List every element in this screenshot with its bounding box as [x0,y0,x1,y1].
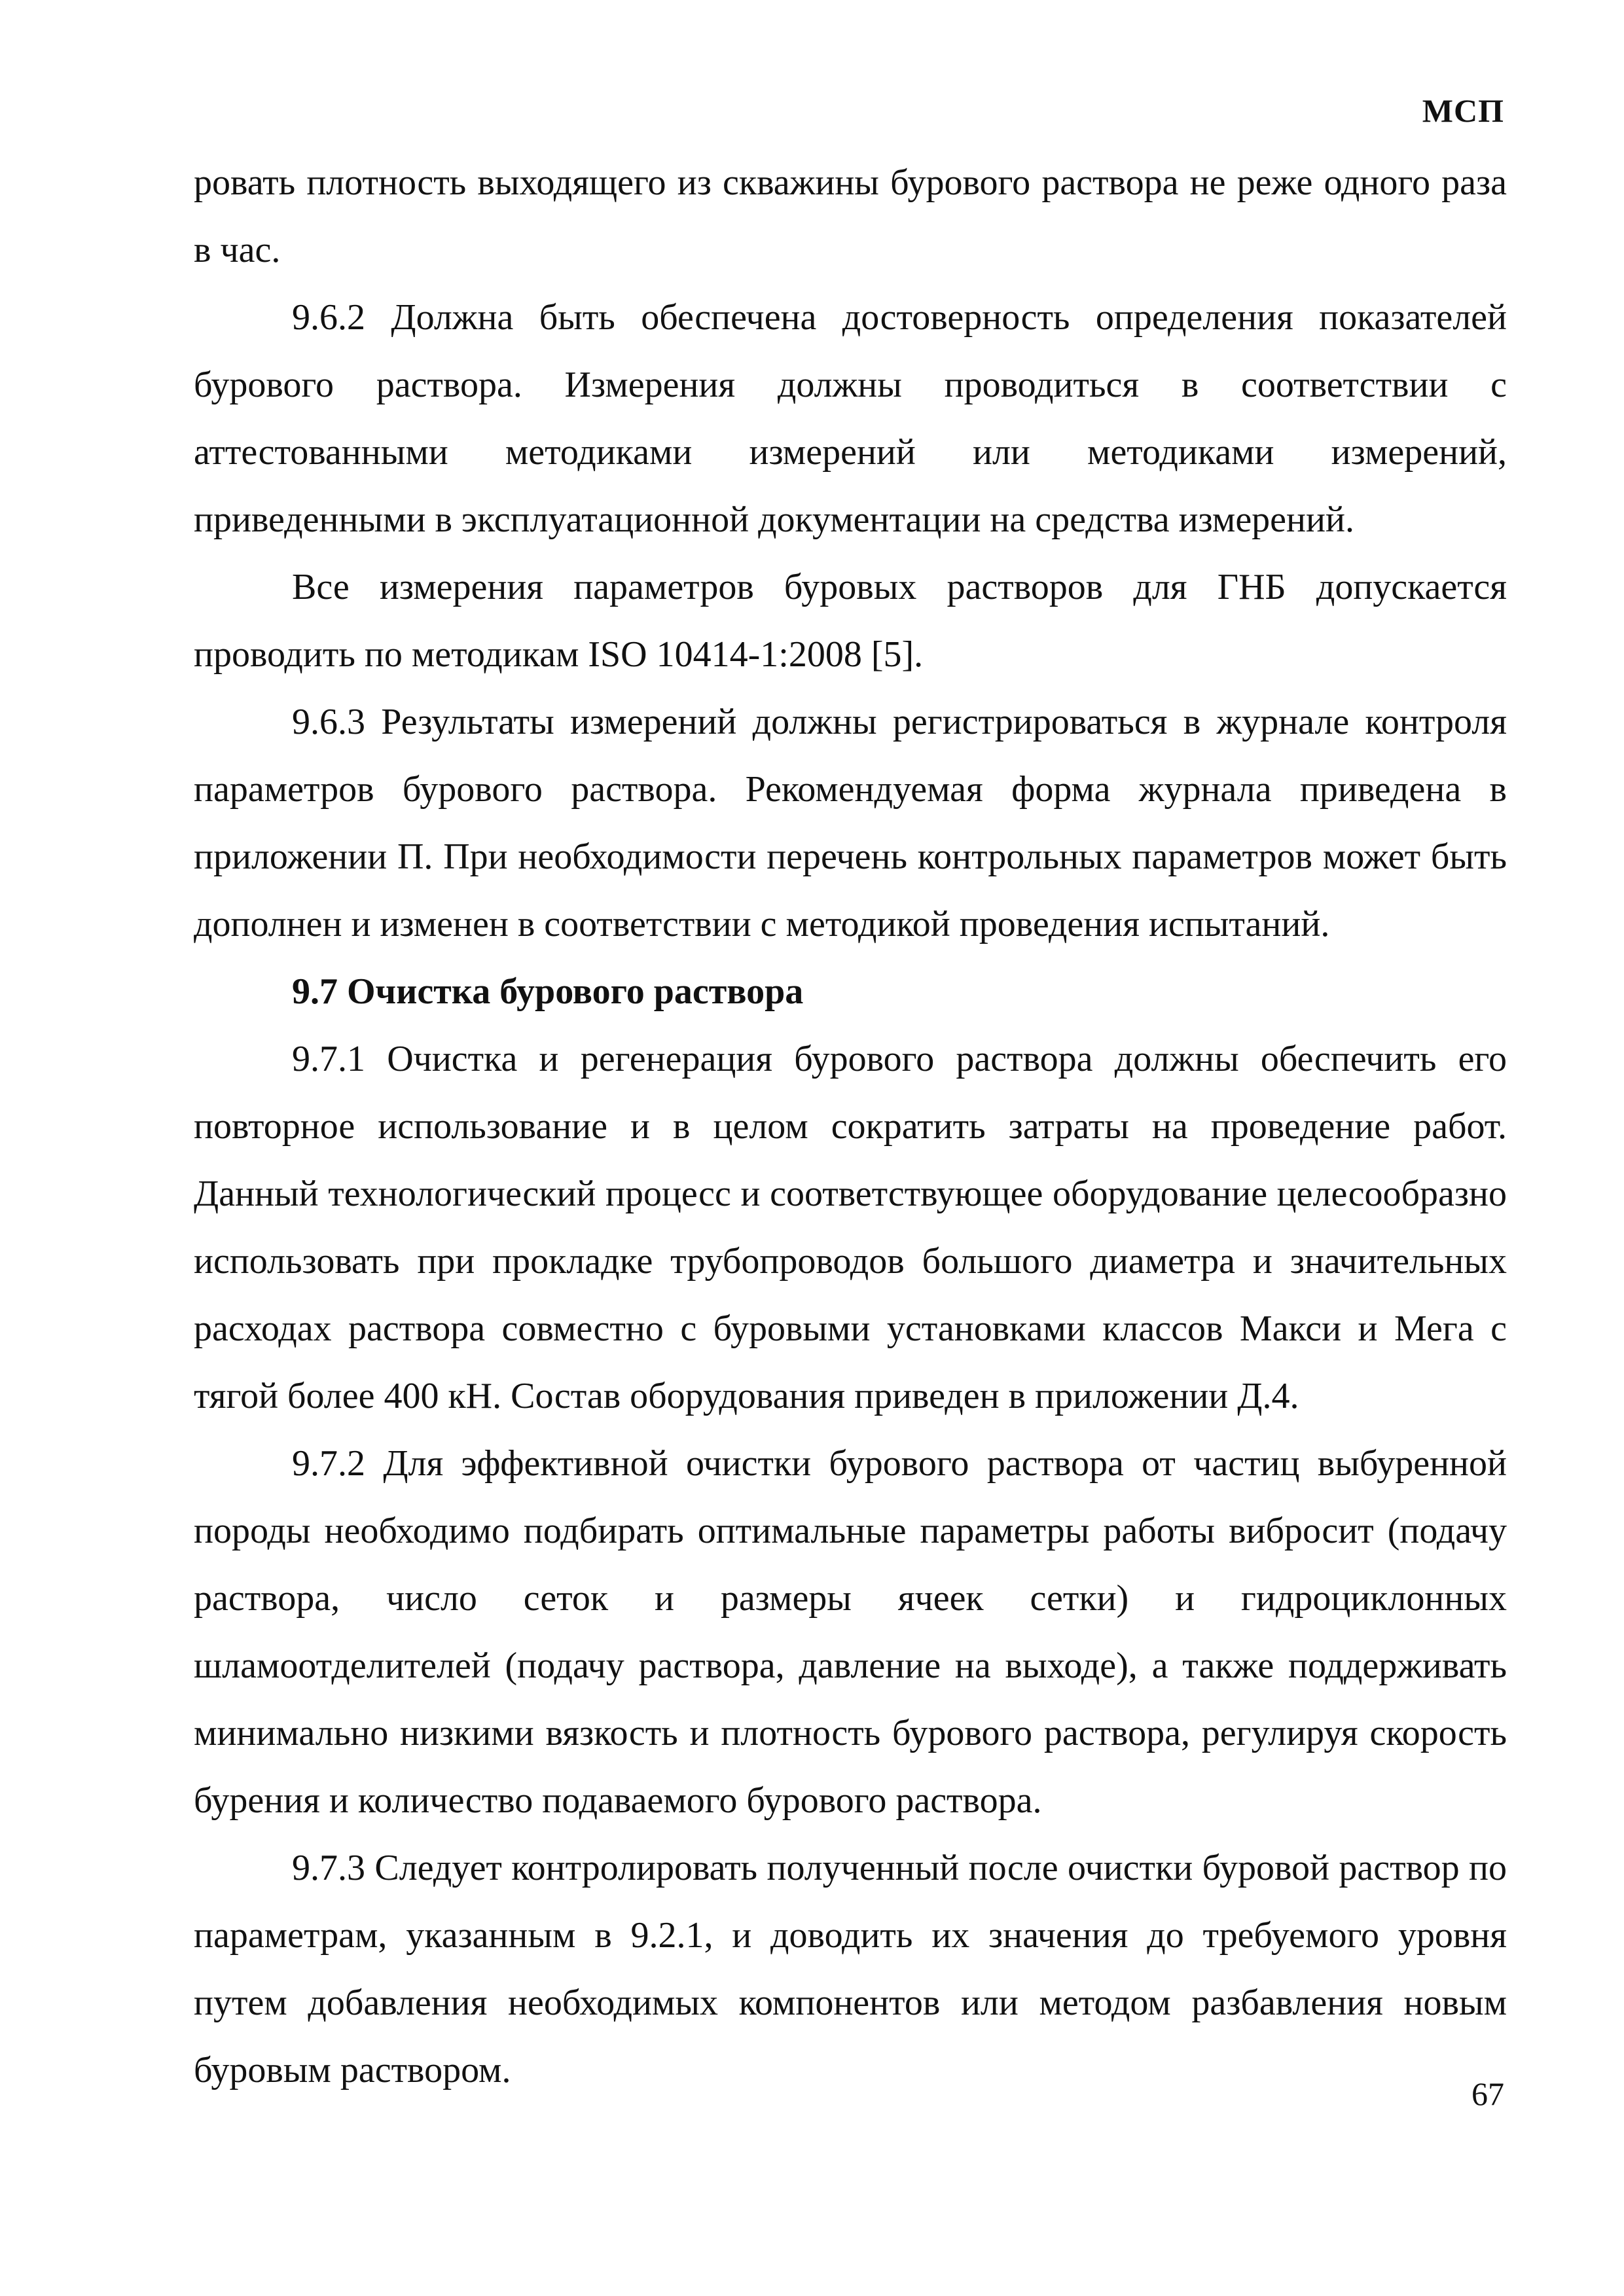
paragraph-9-6-3: 9.6.3 Результаты измерений должны регистрироваться в журнале контроля параметров бурового раствора. Рекомендуемая форма журнала приведена в приложении П. При необходимости перечень контрольных параметров может быть дополнен и изменен в соответствии с методикой проведения испытаний. [194,702,1507,944]
document-code: МСП [1422,92,1504,129]
paragraph-9-7-2: 9.7.2 Для эффективной очистки бурового раствора от частиц выбуренной породы необходимо подбирать оптимальные параметры работы вибросит (подачу раствора, число сеток и размеры ячеек сетки) и гидроциклонных шламоотделителей (подачу раствора, давление на выходе), а также поддерживать минимально низкими вязкость и плотность бурового раствора, регулируя скорость бурения и количество подаваемого бурового раствора. [194,1443,1507,1821]
page-body [194,149,1507,2104]
paragraph-9-6-2: 9.6.2 Должна быть обеспечена достоверность определения показателей бурового раствора. Измерения должны проводиться в соответствии с аттестованными методиками измерений или методиками измерений, приведенными в эксплуатационной документации на средства измерений. [194,297,1507,540]
paragraph-continuation: ровать плотность выходящего из скважины бурового раствора не реже одного раза в час. [194,162,1507,270]
section-heading-9-7: 9.7 Очистка бурового раствора [292,971,804,1012]
page-number: 67 [1471,2075,1504,2112]
paragraph-9-7-1: 9.7.1 Очистка и регенерация бурового раствора должны обеспечить его повторное использование и в целом сократить затраты на проведение работ. Данный технологический процесс и соответствующее оборудование целесообразно использовать при прокладке трубопроводов большого диаметра и значительных расходах раствора совместно с буровыми установками классов Макси и Мега с тягой более 400 кН. Состав оборудования приведен в приложении Д.4. [194,1039,1507,1416]
paragraph-iso-note: Все измерения параметров буровых растворов для ГНБ допускается проводить по методикам ISO 10414-1:2008 [5]. [194,567,1507,675]
paragraph-9-7-3: 9.7.3 Следует контролировать полученный после очистки буровой раствор по параметрам, указанным в 9.2.1, и доводить их значения до требуемого уровня путем добавления необходимых компонентов или методом разбавления новым буровым раствором. [194,1848,1507,2090]
